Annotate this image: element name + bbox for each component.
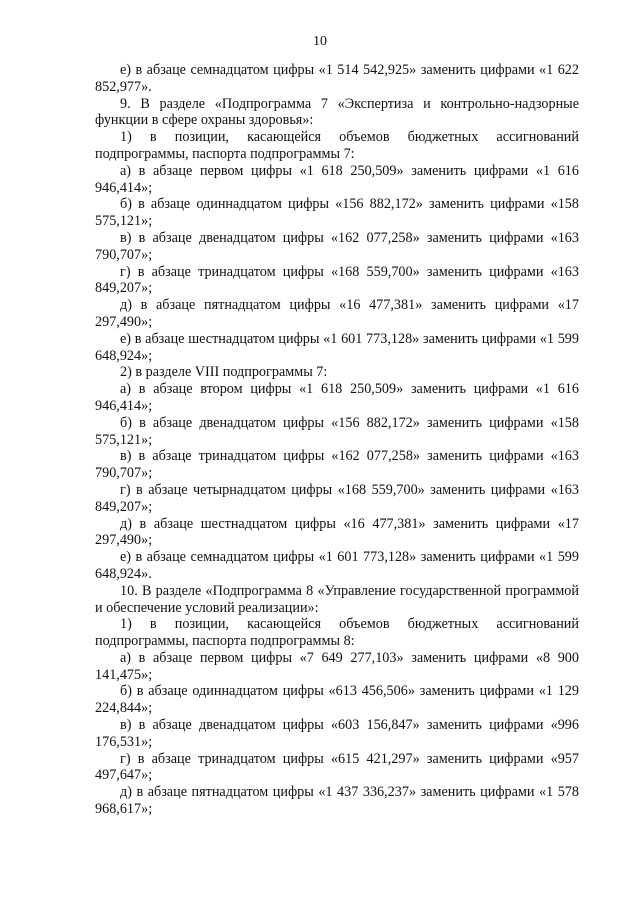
section-9-item-2-a: а) в абзаце втором цифры «1 618 250,509» заменить цифрами «1 616 946,414»; <box>95 381 579 414</box>
section-9-item-1-e: е) в абзаце шестнадцатом цифры «1 601 773,128» заменить цифрами «1 599 648,924»; <box>95 330 579 364</box>
document-body <box>95 62 579 818</box>
section-9-heading: 9. В разделе «Подпрограмма 7 «Экспертиза и контрольно-надзорные функции в сфере охраны здоровья»: <box>95 95 579 129</box>
section-9-item-1-a: а) в абзаце первом цифры «1 618 250,509» заменить цифрами «1 616 946,414»; <box>95 162 579 196</box>
section-9-item-1-b: б) в абзаце одиннадцатом цифры «156 882,172» заменить цифрами «158 575,121»; <box>95 196 579 230</box>
section-10-item-1-g: г) в абзаце тринадцатом цифры «615 421,297» заменить цифрами «957 497,647»; <box>95 750 579 784</box>
section-10-item-1-a: а) в абзаце первом цифры «7 649 277,103» заменить цифрами «8 900 141,475»; <box>95 649 579 683</box>
paragraph-9e-end: е) в абзаце семнадцатом цифры «1 514 542,925» заменить цифрами «1 622 852,977». <box>95 62 579 95</box>
section-10-item-1: 1) в позиции, касающейся объемов бюджетных ассигнований подпрограммы, паспорта подпрограммы 8: <box>95 616 579 650</box>
section-9-item-1-g: г) в абзаце тринадцатом цифры «168 559,700» заменить цифрами «163 849,207»; <box>95 263 579 297</box>
section-10-item-1-b: б) в абзаце одиннадцатом цифры «613 456,506» заменить цифрами «1 129 224,844»; <box>95 683 579 717</box>
section-10-heading: 10. В разделе «Подпрограмма 8 «Управление государственной программой и обеспечение условий реализации»: <box>95 582 579 616</box>
section-9-item-2-d: д) в абзаце шестнадцатом цифры «16 477,381» заменить цифрами «17 297,490»; <box>95 515 579 549</box>
section-9-item-2-b: б) в абзаце двенадцатом цифры «156 882,172» заменить цифрами «158 575,121»; <box>95 414 579 448</box>
section-9-item-2-v: в) в абзаце тринадцатом цифры «162 077,258» заменить цифрами «163 790,707»; <box>95 448 579 482</box>
section-10-item-1-d: д) в абзаце пятнадцатом цифры «1 437 336,237» заменить цифрами «1 578 968,617»; <box>95 784 579 818</box>
section-9-item-1-v: в) в абзаце двенадцатом цифры «162 077,258» заменить цифрами «163 790,707»; <box>95 229 579 263</box>
section-9-item-1: 1) в позиции, касающейся объемов бюджетных ассигнований подпрограммы, паспорта подпрограммы 7: <box>95 129 579 162</box>
section-9-item-2-e: е) в абзаце семнадцатом цифры «1 601 773,128» заменить цифрами «1 599 648,924». <box>95 549 579 582</box>
section-10-item-1-v: в) в абзаце двенадцатом цифры «603 156,847» заменить цифрами «996 176,531»; <box>95 717 579 750</box>
section-9-item-2: 2) в разделе VIII подпрограммы 7: <box>120 364 328 381</box>
section-9-item-1-d: д) в абзаце пятнадцатом цифры «16 477,381» заменить цифрами «17 297,490»; <box>95 297 579 330</box>
section-9-item-2-g: г) в абзаце четырнадцатом цифры «168 559,700» заменить цифрами «163 849,207»; <box>95 481 579 515</box>
page-number: 10 <box>313 34 327 49</box>
